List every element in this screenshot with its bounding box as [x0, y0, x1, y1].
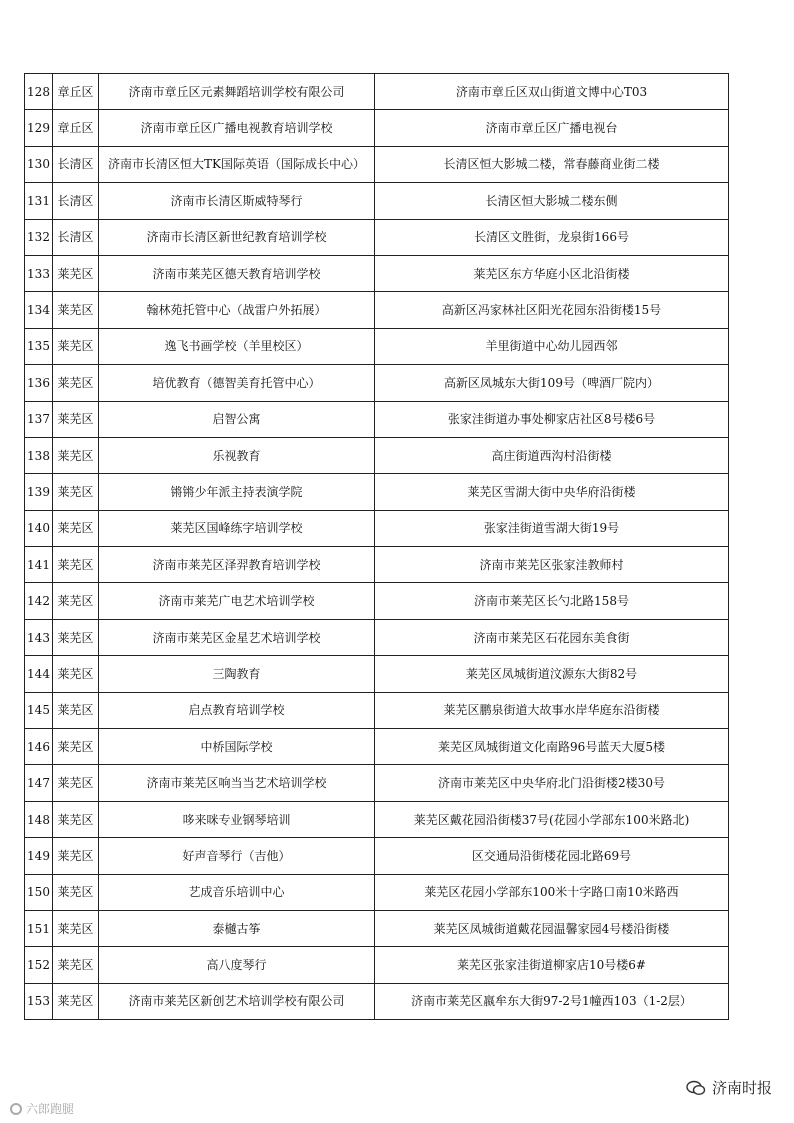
table-row	[25, 474, 729, 510]
row-number: 145	[25, 692, 53, 728]
district-cell: 长清区	[53, 146, 99, 182]
institution-name-cell: 济南市章丘区元素舞蹈培训学校有限公司	[99, 74, 375, 110]
row-number: 134	[25, 292, 53, 328]
brand-signature	[686, 1077, 772, 1098]
institution-name-cell: 好声音琴行（吉他）	[99, 838, 375, 874]
table-row	[25, 947, 729, 983]
address-cell: 莱芜区东方华庭小区北沿街楼	[375, 255, 729, 291]
district-cell: 莱芜区	[53, 619, 99, 655]
table-row	[25, 328, 729, 364]
address-cell: 济南市莱芜区张家洼教师村	[375, 547, 729, 583]
address-cell: 济南市莱芜区石花园东美食街	[375, 619, 729, 655]
district-cell: 章丘区	[53, 110, 99, 146]
row-number: 152	[25, 947, 53, 983]
district-cell: 莱芜区	[53, 583, 99, 619]
institution-name-cell: 济南市章丘区广播电视教育培训学校	[99, 110, 375, 146]
institution-name-cell: 翰林苑托管中心（战雷户外拓展）	[99, 292, 375, 328]
institution-name-cell: 济南市莱芜区新创艺术培训学校有限公司	[99, 983, 375, 1019]
district-cell: 章丘区	[53, 74, 99, 110]
address-cell: 莱芜区戴花园沿街楼37号(花园小学部东100米路北)	[375, 801, 729, 837]
table-row	[25, 183, 729, 219]
address-cell: 济南市章丘区广播电视台	[375, 110, 729, 146]
district-cell: 长清区	[53, 219, 99, 255]
address-cell: 张家洼街道办事处柳家店社区8号楼6号	[375, 401, 729, 437]
row-number: 138	[25, 437, 53, 473]
address-cell: 莱芜区凤城街道汶源东大街82号	[375, 656, 729, 692]
address-cell: 济南市莱芜区嬴牟东大街97-2号1幢西103（1-2层）	[375, 983, 729, 1019]
district-cell: 莱芜区	[53, 328, 99, 364]
table-row	[25, 619, 729, 655]
row-number: 129	[25, 110, 53, 146]
district-cell: 莱芜区	[53, 838, 99, 874]
institution-name-cell: 济南市莱芜区德天教育培训学校	[99, 255, 375, 291]
district-cell: 莱芜区	[53, 692, 99, 728]
address-cell: 长清区恒大影城二楼，常春藤商业街二楼	[375, 146, 729, 182]
address-cell: 莱芜区张家洼街道柳家店10号楼6#	[375, 947, 729, 983]
table-row	[25, 510, 729, 546]
table-row	[25, 910, 729, 946]
table-row	[25, 656, 729, 692]
row-number: 130	[25, 146, 53, 182]
institution-name-cell: 济南市莱芜区泽羿教育培训学校	[99, 547, 375, 583]
institution-name-cell: 艺成音乐培训中心	[99, 874, 375, 910]
table-row	[25, 874, 729, 910]
district-cell: 莱芜区	[53, 255, 99, 291]
address-cell: 济南市莱芜区中央华府北门沿街楼2楼30号	[375, 765, 729, 801]
row-number: 146	[25, 729, 53, 765]
address-cell: 高庄街道西沟村沿街楼	[375, 437, 729, 473]
district-cell: 莱芜区	[53, 729, 99, 765]
table-row	[25, 255, 729, 291]
row-number: 128	[25, 74, 53, 110]
row-number: 149	[25, 838, 53, 874]
district-cell: 莱芜区	[53, 765, 99, 801]
row-number: 133	[25, 255, 53, 291]
table-row	[25, 765, 729, 801]
institution-name-cell: 三陶教育	[99, 656, 375, 692]
institution-name-cell: 培优教育（德智美育托管中心）	[99, 365, 375, 401]
district-cell: 莱芜区	[53, 801, 99, 837]
row-number: 140	[25, 510, 53, 546]
table-row	[25, 365, 729, 401]
row-number: 132	[25, 219, 53, 255]
address-cell: 区交通局沿街楼花园北路69号	[375, 838, 729, 874]
row-number: 148	[25, 801, 53, 837]
wechat-icon	[686, 1080, 706, 1096]
institution-name-cell: 逸飞书画学校（羊里校区）	[99, 328, 375, 364]
district-cell: 莱芜区	[53, 474, 99, 510]
row-number: 143	[25, 619, 53, 655]
table-row	[25, 110, 729, 146]
institution-name-cell: 济南市莱芜区响当当艺术培训学校	[99, 765, 375, 801]
row-number: 135	[25, 328, 53, 364]
row-number: 139	[25, 474, 53, 510]
table-row	[25, 74, 729, 110]
institution-name-cell: 济南市莱芜区金星艺术培训学校	[99, 619, 375, 655]
address-cell: 莱芜区雪湖大街中央华府沿街楼	[375, 474, 729, 510]
table-row	[25, 292, 729, 328]
district-cell: 莱芜区	[53, 983, 99, 1019]
institution-name-cell: 济南市长清区斯威特琴行	[99, 183, 375, 219]
row-number: 137	[25, 401, 53, 437]
district-cell: 莱芜区	[53, 910, 99, 946]
table-row	[25, 146, 729, 182]
table-row	[25, 437, 729, 473]
row-number: 144	[25, 656, 53, 692]
institution-name-cell: 泰樾古筝	[99, 910, 375, 946]
address-cell: 高新区凤城东大街109号（啤酒厂院内）	[375, 365, 729, 401]
district-cell: 莱芜区	[53, 874, 99, 910]
institution-name-cell: 济南市长清区新世纪教育培训学校	[99, 219, 375, 255]
circle-logo-icon	[10, 1103, 22, 1115]
address-cell: 长清区恒大影城二楼东侧	[375, 183, 729, 219]
table-row	[25, 219, 729, 255]
table-row	[25, 801, 729, 837]
district-cell: 莱芜区	[53, 401, 99, 437]
brand-text: 济南时报	[711, 1079, 772, 1097]
address-cell: 高新区冯家林社区阳光花园东沿街楼15号	[375, 292, 729, 328]
address-cell: 张家洼街道雪湖大街19号	[375, 510, 729, 546]
institution-name-cell: 哆来咪专业钢琴培训	[99, 801, 375, 837]
row-number: 142	[25, 583, 53, 619]
address-cell: 莱芜区鹏泉街道大故事水岸华庭东沿街楼	[375, 692, 729, 728]
table-row	[25, 983, 729, 1019]
institution-name-cell: 高八度琴行	[99, 947, 375, 983]
institution-name-cell: 济南市长清区恒大TK国际英语（国际成长中心）	[99, 146, 375, 182]
table-row	[25, 692, 729, 728]
district-cell: 莱芜区	[53, 292, 99, 328]
institution-name-cell: 莱芜区国峰练字培训学校	[99, 510, 375, 546]
district-cell: 长清区	[53, 183, 99, 219]
district-cell: 莱芜区	[53, 547, 99, 583]
row-number: 141	[25, 547, 53, 583]
address-cell: 长清区文胜街，龙泉街166号	[375, 219, 729, 255]
district-cell: 莱芜区	[53, 365, 99, 401]
row-number: 153	[25, 983, 53, 1019]
address-cell: 莱芜区凤城街道戴花园温馨家园4号楼沿街楼	[375, 910, 729, 946]
row-number: 151	[25, 910, 53, 946]
table-row	[25, 729, 729, 765]
table-row	[25, 838, 729, 874]
watermark-text: 六郎跑腿	[26, 1102, 75, 1116]
institution-name-cell: 锵锵少年派主持表演学院	[99, 474, 375, 510]
table-body	[25, 74, 729, 1020]
watermark	[10, 1100, 74, 1117]
district-cell: 莱芜区	[53, 947, 99, 983]
row-number: 150	[25, 874, 53, 910]
institution-name-cell: 中桥国际学校	[99, 729, 375, 765]
address-cell: 莱芜区凤城街道文化南路96号蓝天大厦5楼	[375, 729, 729, 765]
district-cell: 莱芜区	[53, 656, 99, 692]
row-number: 147	[25, 765, 53, 801]
row-number: 131	[25, 183, 53, 219]
institution-name-cell: 乐视教育	[99, 437, 375, 473]
row-number: 136	[25, 365, 53, 401]
table-row	[25, 547, 729, 583]
address-cell: 莱芜区花园小学部东100米十字路口南10米路西	[375, 874, 729, 910]
table-row	[25, 401, 729, 437]
institution-name-cell: 启智公寓	[99, 401, 375, 437]
institution-name-cell: 济南市莱芜广电艺术培训学校	[99, 583, 375, 619]
address-cell: 济南市莱芜区长勺北路158号	[375, 583, 729, 619]
address-cell: 羊里街道中心幼儿园西邻	[375, 328, 729, 364]
table-row	[25, 583, 729, 619]
district-cell: 莱芜区	[53, 510, 99, 546]
address-cell: 济南市章丘区双山街道文博中心T03	[375, 74, 729, 110]
institution-name-cell: 启点教育培训学校	[99, 692, 375, 728]
district-cell: 莱芜区	[53, 437, 99, 473]
institution-table	[24, 73, 729, 1020]
